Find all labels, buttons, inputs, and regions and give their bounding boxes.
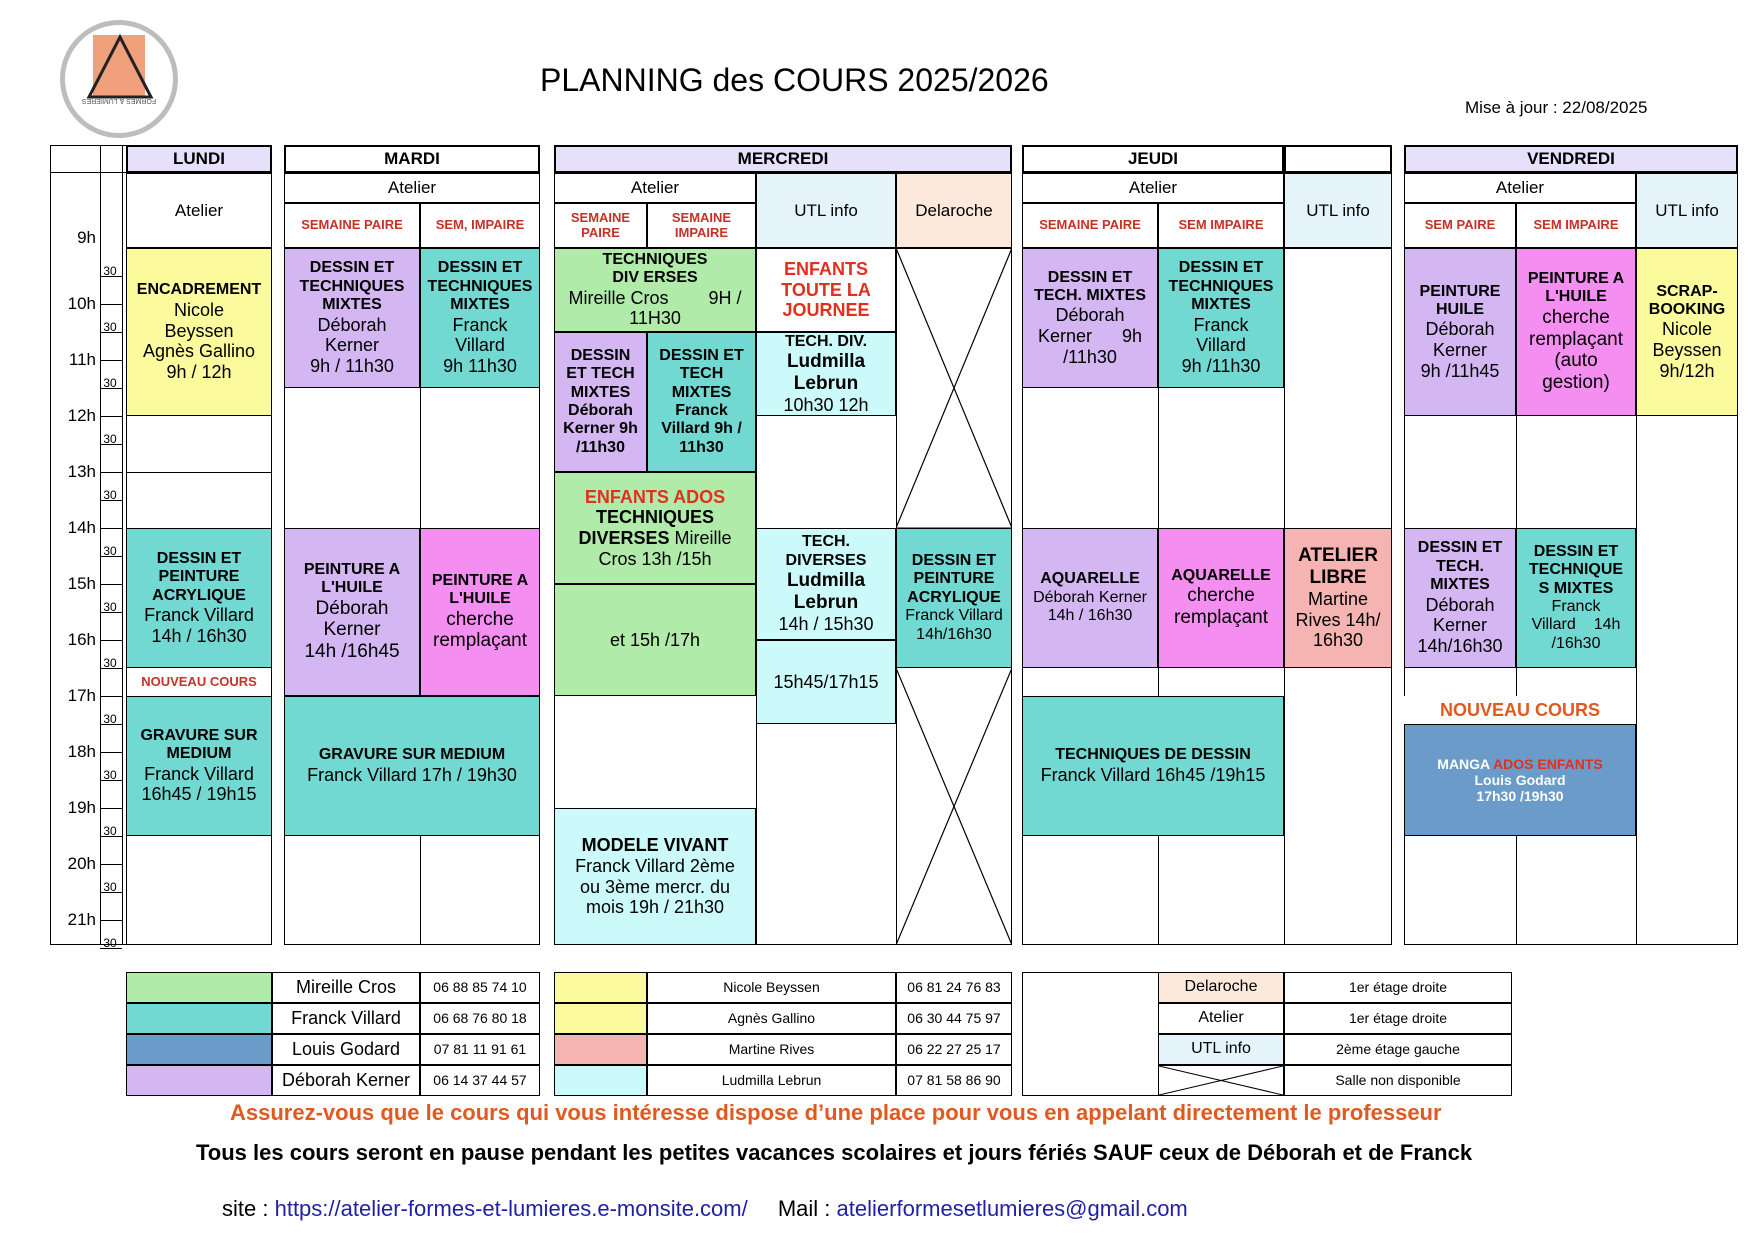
half-hour-label: 30 bbox=[103, 824, 117, 838]
time-label: 9h bbox=[77, 228, 96, 247]
jeudi-sem-impaire: SEM IMPAIRE bbox=[1158, 203, 1284, 248]
legend-teacher-name: Mireille Cros bbox=[272, 972, 420, 1003]
room-merc-atelier: Atelier bbox=[554, 173, 756, 203]
course-merc-utl-tech2[interactable]: TECH. DIVERSES Ludmilla Lebrun 14h / 15h30 bbox=[756, 528, 896, 640]
merc-sem-impaire: SEMAINE IMPAIRE bbox=[647, 203, 756, 248]
legend-room-location: 1er étage droite bbox=[1284, 972, 1512, 1003]
course-lundi-gravure[interactable]: GRAVURE SUR MEDIUM Franck Villard 16h45 / 19h15 bbox=[126, 696, 272, 836]
legend-color-swatch bbox=[554, 1065, 647, 1096]
time-label: 20h bbox=[67, 854, 96, 873]
logo bbox=[60, 20, 178, 138]
legend-teacher-phone: 06 68 76 80 18 bbox=[420, 1003, 540, 1034]
legend-teacher-phone: 07 81 58 86 90 bbox=[896, 1065, 1012, 1096]
time-label: 14h bbox=[67, 518, 96, 537]
day-lundi: LUNDI bbox=[126, 145, 272, 173]
site-link[interactable]: https://atelier-formes-et-lumieres.e-monsite.com/ bbox=[274, 1196, 748, 1221]
legend-room-location: Salle non disponible bbox=[1284, 1065, 1512, 1096]
legend-teacher-name: Franck Villard bbox=[272, 1003, 420, 1034]
legend-room-location: 1er étage droite bbox=[1284, 1003, 1512, 1034]
legend-teacher-name: Déborah Kerner bbox=[272, 1065, 420, 1096]
course-ven-peinture-impaire[interactable]: PEINTURE A L'HUILE cherche remplaçant (auto gestion) bbox=[1516, 248, 1636, 416]
unavailable-cross-icon bbox=[896, 668, 1012, 945]
contact-line: site : https://atelier-formes-et-lumieres.e-monsite.com/ Mail : atelierformesetlumieres@gmail.com bbox=[222, 1196, 1188, 1221]
legend-teacher-phone: 06 88 85 74 10 bbox=[420, 972, 540, 1003]
room-jeudi-utl: UTL info bbox=[1284, 173, 1392, 248]
half-hour-label: 30 bbox=[103, 320, 117, 334]
day-jeudi: JEUDI bbox=[1022, 145, 1284, 173]
ven-sem-impaire: SEM IMPAIRE bbox=[1516, 203, 1636, 248]
course-ven-dessin-impaire[interactable]: DESSIN ET TECHNIQUE S MIXTES Franck Villard 14h /16h30 bbox=[1516, 528, 1636, 668]
merc-sem-paire: SEMAINE PAIRE bbox=[554, 203, 647, 248]
legend-room-name: UTL info bbox=[1158, 1034, 1284, 1065]
course-merc-techniques[interactable]: TECHNIQUES DIV ERSES Mireille Cros 9H / 11H30 bbox=[554, 248, 756, 332]
half-hour-label: 30 bbox=[103, 768, 117, 782]
page-title: PLANNING des COURS 2025/2026 bbox=[540, 62, 1049, 98]
legend-teacher-name: Louis Godard bbox=[272, 1034, 420, 1065]
course-merc-utl-tech[interactable]: TECH. DIV. Ludmilla Lebrun 10h30 12h bbox=[756, 332, 896, 416]
half-hour-label: 30 bbox=[103, 488, 117, 502]
unavailable-cross-icon bbox=[1159, 1066, 1283, 1095]
legend-room-location: 2ème étage gauche bbox=[1284, 1034, 1512, 1065]
time-label: 18h bbox=[67, 742, 96, 761]
course-lundi-dessin-acrylique[interactable]: DESSIN ET PEINTURE ACRYLIQUE Franck Villard 14h / 16h30 bbox=[126, 528, 272, 668]
legend-color-swatch bbox=[554, 1003, 647, 1034]
room-ven-utl: UTL info bbox=[1636, 173, 1738, 248]
ven-sem-paire: SEM PAIRE bbox=[1404, 203, 1516, 248]
day-mardi: MARDI bbox=[284, 145, 540, 173]
course-ven-peinture-paire[interactable]: PEINTURE HUILE Déborah Kerner 9h /11h45 bbox=[1404, 248, 1516, 416]
legend-teacher-name: Ludmilla Lebrun bbox=[647, 1065, 896, 1096]
room-merc-delaroche: Delaroche bbox=[896, 173, 1012, 248]
half-hour-label: 30 bbox=[103, 600, 117, 614]
half-hour-label: 30 bbox=[103, 544, 117, 558]
course-merc-delaroche-acrylique[interactable]: DESSIN ET PEINTURE ACRYLIQUE Franck Villard 14h/16h30 bbox=[896, 528, 1012, 668]
pause-text: Tous les cours seront en pause pendant les petites vacances scolaires et jours fériés SAUF ceux de Déborah et de Franck bbox=[196, 1140, 1473, 1165]
time-label: 16h bbox=[67, 630, 96, 649]
course-jeudi-techniques-dessin[interactable]: TECHNIQUES DE DESSIN Franck Villard 16h45 /19h15 bbox=[1022, 696, 1284, 836]
day-mercredi: MERCREDI bbox=[554, 145, 1012, 173]
legend-room-name: Atelier bbox=[1158, 1003, 1284, 1034]
room-merc-utl: UTL info bbox=[756, 173, 896, 248]
legend-teacher-phone: 06 22 27 25 17 bbox=[896, 1034, 1012, 1065]
time-label: 12h bbox=[67, 406, 96, 425]
legend-color-swatch bbox=[126, 1003, 272, 1034]
legend-teacher-phone: 06 81 24 76 83 bbox=[896, 972, 1012, 1003]
course-mardi-peinture-paire[interactable]: PEINTURE A L'HUILE Déborah Kerner 14h /16h45 bbox=[284, 528, 420, 696]
room-jeudi-atelier: Atelier bbox=[1022, 173, 1284, 203]
legend-color-swatch bbox=[126, 972, 272, 1003]
legend-teacher-name: Agnès Gallino bbox=[647, 1003, 896, 1034]
legend-teacher-name: Nicole Beyssen bbox=[647, 972, 896, 1003]
course-ven-scrapbooking[interactable]: SCRAP- BOOKING Nicole Beyssen 9h/12h bbox=[1636, 248, 1738, 416]
half-hour-label: 30 bbox=[103, 880, 117, 894]
course-mardi-peinture-impaire[interactable]: PEINTURE A L'HUILE cherche remplaçant bbox=[420, 528, 540, 696]
course-merc-dessin-paire[interactable]: DESSIN ET TECH MIXTES Déborah Kerner 9h /11h30 bbox=[554, 332, 647, 472]
course-jeudi-dessin-paire[interactable]: DESSIN ET TECH. MIXTES Déborah Kerner 9h /11h30 bbox=[1022, 248, 1158, 388]
course-mardi-dessin-paire[interactable]: DESSIN ET TECHNIQUES MIXTES Déborah Kerner 9h / 11h30 bbox=[284, 248, 420, 388]
course-merc-dessin-impaire[interactable]: DESSIN ET TECH MIXTES Franck Villard 9h / 11h30 bbox=[647, 332, 756, 472]
legend-color-swatch bbox=[126, 1034, 272, 1065]
course-ven-dessin-paire[interactable]: DESSIN ET TECH. MIXTES Déborah Kerner 14h/16h30 bbox=[1404, 528, 1516, 668]
mail-link[interactable]: atelierformesetlumieres@gmail.com bbox=[836, 1196, 1188, 1221]
unavailable-cross-icon bbox=[896, 248, 1012, 528]
course-merc-utl-enfants[interactable]: ENFANTS TOUTE LA JOURNEE bbox=[756, 248, 896, 332]
course-merc-modele-vivant[interactable]: MODELE VIVANT Franck Villard 2ème ou 3ème mercr. du mois 19h / 21h30 bbox=[554, 808, 756, 945]
half-hour-label: 30 bbox=[103, 432, 117, 446]
mardi-sem-paire: SEMAINE PAIRE bbox=[284, 203, 420, 248]
time-label: 13h bbox=[67, 462, 96, 481]
half-hour-label: 30 bbox=[103, 656, 117, 670]
time-label: 11h bbox=[68, 350, 96, 369]
ven-nouveau-cours: NOUVEAU COURS bbox=[1404, 696, 1636, 724]
course-jeudi-atelier-libre[interactable]: ATELIER LIBRE Martine Rives 14h/ 16h30 bbox=[1284, 528, 1392, 668]
update-date: Mise à jour : 22/08/2025 bbox=[1465, 98, 1648, 117]
day-vendredi: VENDREDI bbox=[1404, 145, 1738, 173]
course-merc-enfants-ados[interactable]: ENFANTS ADOS TECHNIQUES DIVERSES Mireille Cros 13h /15h bbox=[554, 472, 756, 584]
legend-teacher-phone: 07 81 11 91 61 bbox=[420, 1034, 540, 1065]
course-jeudi-aquarelle-impaire[interactable]: AQUARELLE cherche remplaçant bbox=[1158, 528, 1284, 668]
room-lundi-atelier: Atelier bbox=[126, 173, 272, 248]
time-label: 21h bbox=[67, 910, 96, 929]
legend-teacher-name: Martine Rives bbox=[647, 1034, 896, 1065]
time-label: 17h bbox=[67, 686, 96, 705]
warning-text: Assurez-vous que le cours qui vous intéresse dispose d’une place pour vous en appelant directement le professeur bbox=[230, 1100, 1442, 1125]
logo-text: FORMES & LUMIERES bbox=[81, 97, 157, 104]
time-label: 10h bbox=[67, 294, 96, 313]
half-hour-label: 30 bbox=[103, 936, 117, 950]
lundi-nouveau-cours: NOUVEAU COURS bbox=[141, 673, 257, 689]
course-lundi-encadrement[interactable]: ENCADREMENT Nicole Beyssen Agnès Gallino 9h / 12h bbox=[126, 248, 272, 416]
time-label: 15h bbox=[67, 574, 96, 593]
half-hour-label: 30 bbox=[103, 264, 117, 278]
legend-color-swatch bbox=[554, 972, 647, 1003]
half-hour-label: 30 bbox=[103, 376, 117, 390]
course-merc-enfants-15h[interactable]: et 15h /17h bbox=[554, 584, 756, 696]
course-mardi-gravure[interactable]: GRAVURE SUR MEDIUM Franck Villard 17h / 19h30 bbox=[284, 696, 540, 836]
course-ven-manga[interactable]: MANGA ADOS ENFANTS Louis Godard 17h30 /19h30 bbox=[1404, 724, 1636, 836]
mardi-sem-impaire: SEM, IMPAIRE bbox=[420, 203, 540, 248]
legend-teacher-phone: 06 30 44 75 97 bbox=[896, 1003, 1012, 1034]
time-label: 19h bbox=[67, 798, 96, 817]
room-mardi-atelier: Atelier bbox=[284, 173, 540, 203]
legend-room-unavailable bbox=[1158, 1065, 1284, 1096]
legend-teacher-phone: 06 14 37 44 57 bbox=[420, 1065, 540, 1096]
legend-room-name: Delaroche bbox=[1158, 972, 1284, 1003]
jeudi-sem-paire: SEMAINE PAIRE bbox=[1022, 203, 1158, 248]
legend-color-swatch bbox=[126, 1065, 272, 1096]
legend-color-swatch bbox=[554, 1034, 647, 1065]
course-jeudi-dessin-impaire[interactable]: DESSIN ET TECHNIQUES MIXTES Franck Villard 9h /11h30 bbox=[1158, 248, 1284, 388]
course-merc-utl-15h45[interactable]: 15h45/17h15 bbox=[756, 640, 896, 724]
course-jeudi-aquarelle-paire[interactable]: AQUARELLE Déborah Kerner 14h / 16h30 bbox=[1022, 528, 1158, 668]
half-hour-label: 30 bbox=[103, 712, 117, 726]
course-mardi-dessin-impaire[interactable]: DESSIN ET TECHNIQUES MIXTES Franck Villard 9h 11h30 bbox=[420, 248, 540, 388]
room-ven-atelier: Atelier bbox=[1404, 173, 1636, 203]
